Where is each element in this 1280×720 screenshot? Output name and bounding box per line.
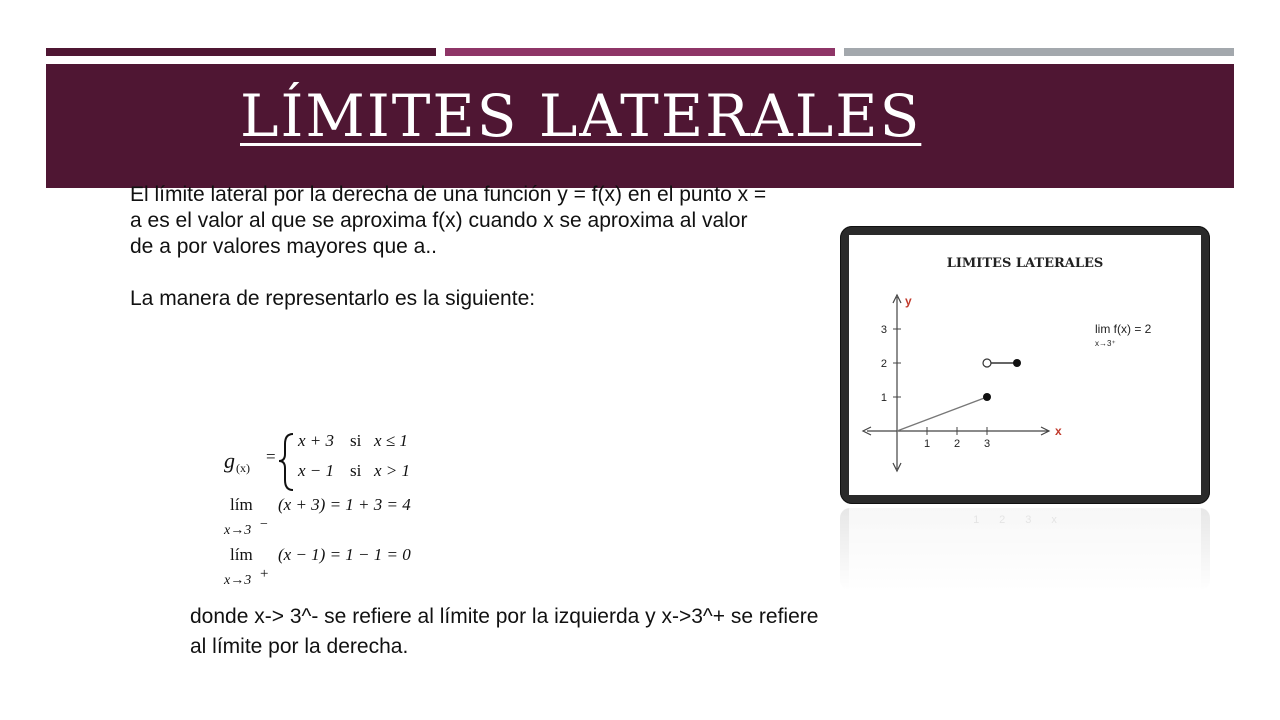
intro-text <box>130 182 770 312</box>
closed-point <box>1013 359 1021 367</box>
y-tick-label: 3 <box>880 324 887 336</box>
y-tick-label: 2 <box>880 358 887 370</box>
graph-frame <box>840 226 1210 504</box>
x-tick-label: 3 <box>983 438 991 450</box>
intro-paragraph-1: El límite lateral por la derecha de una función y = f(x) en el punto x = a es el valor al que se aproxima f(x) cuando x se aproxima al valor de a por valores mayores que a.. <box>130 183 767 258</box>
formula-g: g <box>224 448 235 473</box>
x-axis-label: x <box>1055 424 1062 438</box>
formula-lim1: lím <box>230 495 253 514</box>
formula-g-sub: (x) <box>236 461 250 475</box>
formula-case2-expr: x − 1 <box>298 461 335 480</box>
formula-lim2-expr: (x − 1) = 1 − 1 = 0 <box>278 545 411 564</box>
accent-bar-magenta <box>445 48 835 56</box>
limit-annotation-sub: x→3⁺ <box>1095 339 1116 348</box>
formula-lim1-expr: (x + 3) = 1 + 3 = 4 <box>278 495 411 514</box>
y-axis-label: y <box>905 294 912 308</box>
accent-bar-gray <box>844 48 1234 56</box>
graph-reflection <box>840 508 1210 590</box>
x-tick-label: 1 <box>923 438 931 450</box>
slide-title: LÍMITES LATERALES <box>240 82 922 150</box>
formula-brace <box>279 434 293 490</box>
reflection-ticks: 123x <box>973 514 1077 526</box>
function-segment-left <box>897 397 987 431</box>
open-point <box>983 359 991 367</box>
note-text <box>190 602 830 662</box>
x-tick-label: 2 <box>953 438 961 450</box>
formula-lim2: lím <box>230 545 253 564</box>
limit-annotation: lim f(x) = 2 <box>1095 322 1152 336</box>
closed-point <box>983 393 991 401</box>
graph-screen <box>849 235 1201 495</box>
formula-eq: = <box>266 447 276 466</box>
formula-lim2-side: + <box>260 566 269 582</box>
formula-image <box>222 428 432 590</box>
graph-heading: LIMITES LATERALES <box>946 256 1104 271</box>
formula-lim1-side: − <box>260 517 268 532</box>
accent-bar-dark <box>46 48 436 56</box>
formula-lim2-sub: x→3 <box>224 573 252 588</box>
y-tick-label: 1 <box>880 392 887 404</box>
formula-case1-cond: si <box>350 431 362 450</box>
note-paragraph: donde x-> 3^- se refiere al límite por la izquierda y x->3^+ se refiere al límite por la derecha. <box>190 605 819 658</box>
intro-paragraph-2: La manera de representarlo es la siguiente: <box>130 287 536 310</box>
formula-case2-cond: si <box>350 461 362 480</box>
formula-lim1-sub: x→3 <box>224 523 252 538</box>
formula-case2-rel: x > 1 <box>374 461 411 480</box>
formula-case1-rel: x ≤ 1 <box>374 431 408 450</box>
limit-graph <box>849 235 1201 495</box>
formula-case1-expr: x + 3 <box>298 431 335 450</box>
